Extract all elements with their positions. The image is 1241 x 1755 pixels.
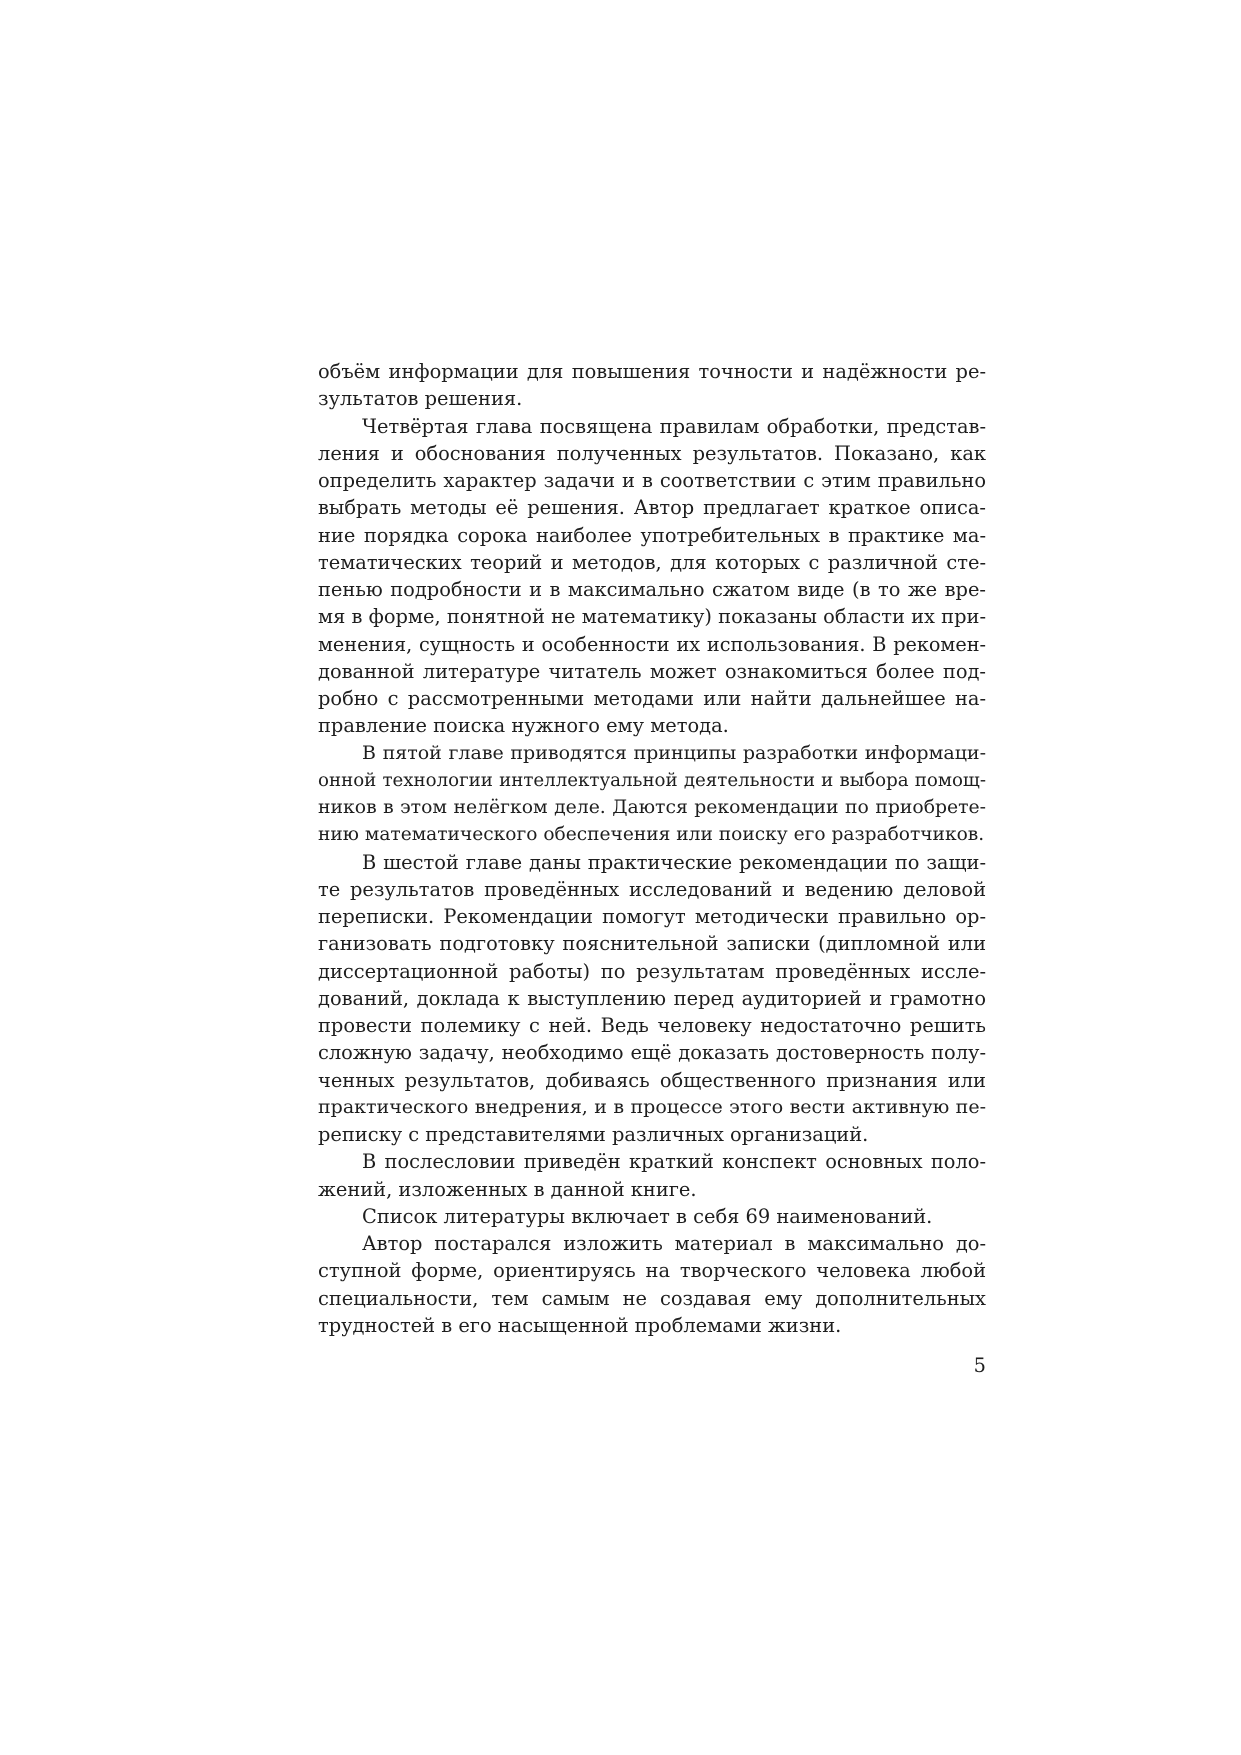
text-line: практического внедрения, и в процессе этого вести активную пе- <box>318 1095 986 1118</box>
text-line: ние порядка сорока наиболее употребительных в практике ма- <box>318 523 986 547</box>
text-line: переписки. Рекомендации помогут методически правильно ор- <box>318 905 986 928</box>
text-line: ступной форме, ориентируясь на творческого человека любой <box>318 1259 986 1283</box>
text-line: определить характер задачи и в соответствии с этим правильно <box>318 469 986 492</box>
text-line: те результатов проведённых исследований и ведению деловой <box>318 877 986 901</box>
text-line: тематических теорий и методов, для которых с различной сте- <box>318 550 986 574</box>
text-line: ганизовать подготовку пояснительной записки (дипломной или <box>318 932 986 956</box>
text-line: менения, сущность и особенности их использования. В рекомен- <box>318 632 986 656</box>
text-line: правление поиска нужного ему метода. <box>318 714 729 738</box>
text-line: реписку с представителями различных организаций. <box>318 1123 869 1146</box>
text-line: Список литературы включает в себя 69 наименований. <box>362 1204 933 1228</box>
text-line: ченных результатов, добиваясь общественного признания или <box>318 1068 986 1092</box>
text-line: В шестой главе даны практические рекомендации по защи- <box>362 850 986 874</box>
text-line: В послесловии приведён краткий конспект основных поло- <box>362 1150 986 1174</box>
text-line: ников в этом нелёгком деле. Даются рекомендации по приобрете- <box>318 797 986 818</box>
text-line: пенью подробности и в максимально сжатом виде (в то же вре- <box>318 578 986 601</box>
text-line: В пятой главе приводятся принципы разработки информаци- <box>362 741 986 764</box>
body-text <box>318 358 986 1339</box>
text-line: диссертационной работы) по результатам проведённых иссле- <box>318 959 986 983</box>
page-number: 5 <box>973 1354 986 1377</box>
text-line: Автор постарался изложить материал в максимально до- <box>362 1232 986 1255</box>
text-line: ления и обоснования полученных результатов. Показано, как <box>318 441 986 465</box>
text-line: робно с рассмотренными методами или найти дальнейшее на- <box>318 687 986 710</box>
text-line: жений, изложенных в данной книге. <box>318 1177 697 1201</box>
text-line: дований, доклада к выступлению перед аудиторией и грамотно <box>318 986 986 1010</box>
text-line: мя в форме, понятной не математику) показаны области их при- <box>318 605 986 629</box>
text-line: трудностей в его насыщенной проблемами жизни. <box>318 1313 842 1337</box>
text-line: сложную задачу, необходимо ещё доказать достоверность полу- <box>318 1041 986 1065</box>
text-line: онной технологии интеллектуальной деятельности и выбора помощ- <box>318 769 986 791</box>
text-line: провести полемику с ней. Ведь человеку недостаточно решить <box>318 1014 986 1037</box>
text-line: специальности, тем самым не создавая ему дополнительных <box>318 1286 986 1310</box>
text-line: зультатов решения. <box>318 387 523 411</box>
text-line: Четвёртая глава посвящена правилам обработки, представ- <box>362 414 986 438</box>
text-line: выбрать методы её решения. Автор предлагает краткое описа- <box>318 496 986 520</box>
text-line: дованной литературе читатель может ознакомиться более под- <box>318 659 986 683</box>
text-line: нию математического обеспечения или поиску его разработчиков. <box>318 824 985 846</box>
text-line: объём информации для повышения точности и надёжности ре- <box>318 360 986 383</box>
